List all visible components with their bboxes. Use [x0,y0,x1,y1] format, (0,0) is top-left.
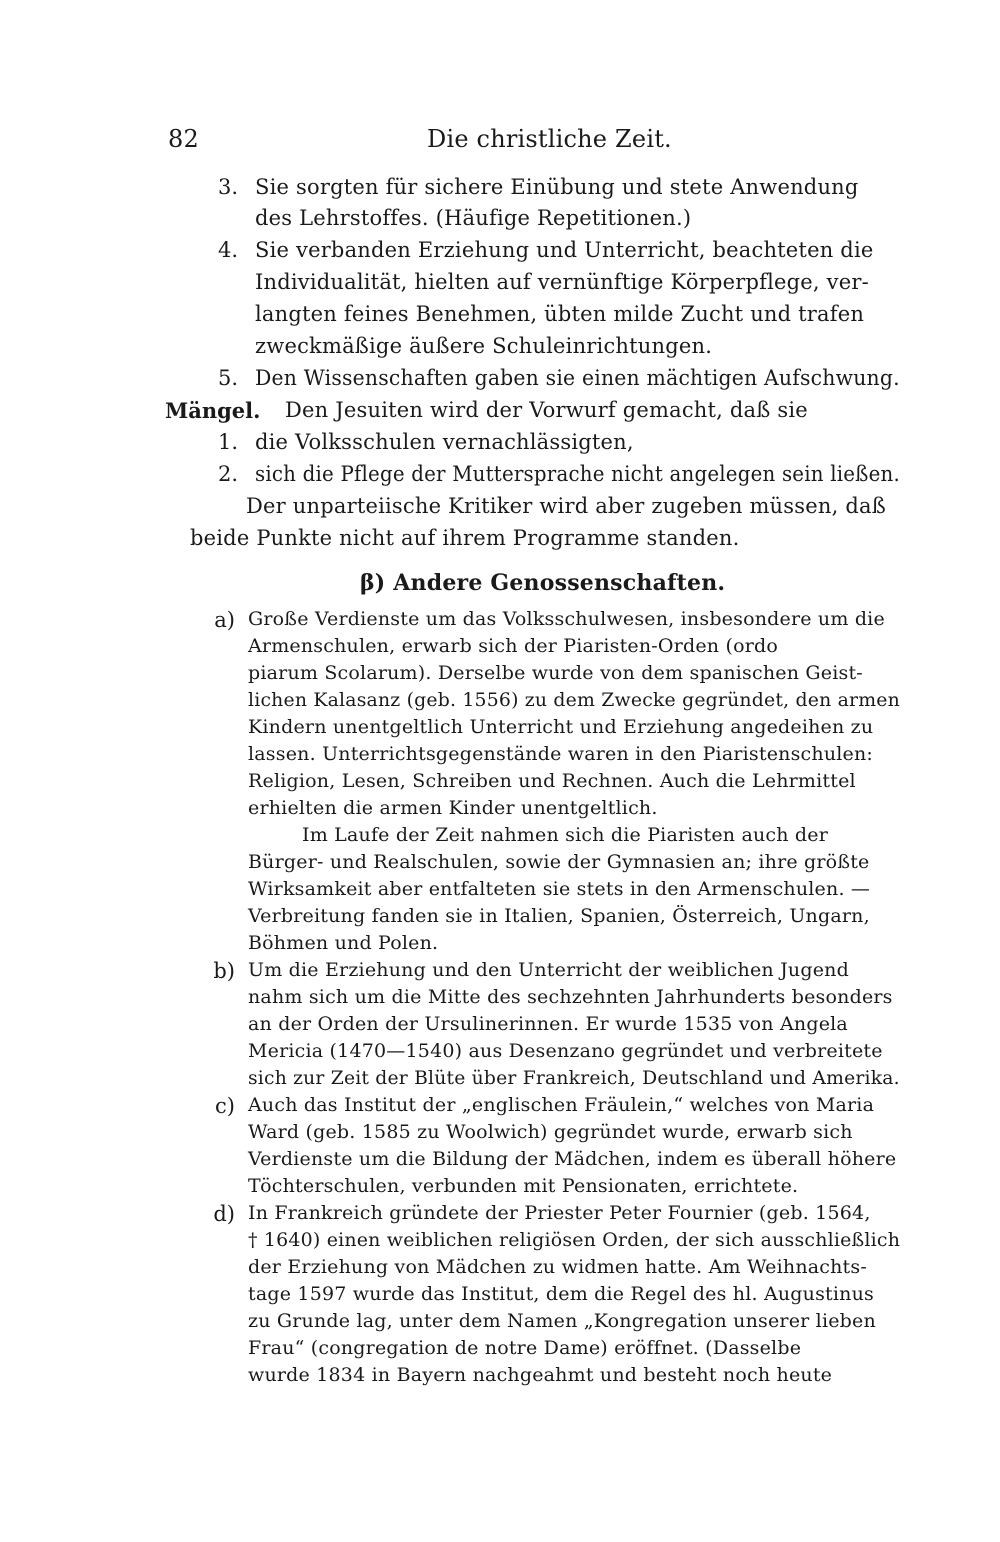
item-letter: a) [214,608,235,632]
item-line: Im Laufe der Zeit nahmen sich die Piaristen auch der [302,824,829,846]
item-line: Ward (geb. 1585 zu Woolwich) gegründet wurde, erwarb sich [248,1121,853,1143]
list-item-line: des Lehrstoffes. (Häufige Repetitionen.) [255,206,692,230]
item-line: Religion, Lesen, Schreiben und Rechnen. Auch die Lehrmittel [248,770,856,792]
item-line: zu Grunde lag, unter dem Namen „Kongregation unserer lieben [248,1310,876,1332]
list-number: 5. [217,366,238,390]
running-title: Die christliche Zeit. [427,125,672,153]
item-line: tage 1597 wurde das Institut, dem die Regel des hl. Augustinus [248,1283,874,1305]
item-line: Töchterschulen, verbunden mit Pensionaten, errichtete. [248,1175,799,1197]
item-line: † 1640) einen weiblichen religiösen Orden, der sich ausschließlich [248,1229,901,1251]
item-line: In Frankreich gründete der Priester Peter Fournier (geb. 1564, [248,1202,871,1224]
list-item-line: Sie verbanden Erziehung und Unterricht, beachteten die [255,238,874,262]
item-line: Verdienste um die Bildung der Mädchen, indem es überall höhere [248,1148,897,1170]
item-line: Wirksamkeit aber entfalteten sie stets in den Armenschulen. — [248,878,871,900]
item-letter: c) [215,1094,235,1118]
item-line: erhielten die armen Kinder unentgeltlich. [248,797,658,819]
item-line: lichen Kalasanz (geb. 1556) zu dem Zwecke gegründet, den armen [248,689,900,711]
list-item-line: Den Wissenschaften gaben sie einen mächtigen Aufschwung. [255,366,900,390]
item-line: Auch das Institut der „englischen Fräulein,“ welches von Maria [248,1094,875,1116]
item-line: Verbreitung fanden sie in Italien, Spanien, Österreich, Ungarn, [248,905,870,927]
item-line: Um die Erziehung und den Unterricht der weiblichen Jugend [248,959,849,981]
list-item-line: Individualität, hielten auf vernünftige Körperpflege, ver- [255,270,869,294]
list-item-line: sich die Pflege der Muttersprache nicht angelegen sein ließen. [255,462,900,486]
item-line: Große Verdienste um das Volksschulwesen, insbesondere um die [248,608,885,630]
item-line: sich zur Zeit der Blüte über Frankreich, Deutschland und Amerika. [248,1067,900,1089]
item-line: Böhmen und Polen. [248,932,439,954]
item-line: der Erziehung von Mädchen zu widmen hatte. Am Weihnachts- [248,1256,867,1278]
list-item-line: die Volksschulen vernachlässigten, [255,430,634,454]
margin-label-maengel: Mängel. [165,398,261,423]
item-line: Kindern unentgeltlich Unterricht und Erziehung angedeihen zu [248,716,874,738]
item-line: Armenschulen, erwarb sich der Piaristen-Orden (ordo [248,635,778,657]
item-letter: b) [213,959,235,983]
item-line: an der Orden der Ursulinerinnen. Er wurde 1535 von Angela [248,1013,848,1035]
item-line: wurde 1834 in Bayern nachgeahmt und besteht noch heute [248,1364,833,1386]
item-line: Bürger- und Realschulen, sowie der Gymnasien an; ihre größte [248,851,870,873]
list-item-line: Sie sorgten für sichere Einübung und stete Anwendung [255,175,859,199]
list-number: 1. [217,430,238,454]
item-line: nahm sich um die Mitte des sechzehnten Jahrhunderts besonders [248,986,893,1008]
maengel-intro: Den Jesuiten wird der Vorwurf gemacht, daß sie [285,398,808,422]
item-line: lassen. Unterrichtsgegenstände waren in den Piaristenschulen: [248,743,874,765]
paragraph-line: Der unparteiische Kritiker wird aber zugeben müssen, daß [246,494,886,518]
list-item-line: zweckmäßige äußere Schuleinrichtungen. [255,334,713,358]
item-line: Mericia (1470—1540) aus Desenzano gegründet und verbreitete [248,1040,883,1062]
paragraph-line: beide Punkte nicht auf ihrem Programme standen. [190,526,740,550]
list-number: 2. [217,462,238,486]
list-number: 4. [217,238,238,262]
list-item-line: langten feines Benehmen, übten milde Zucht und trafen [255,302,865,326]
item-letter: d) [213,1202,235,1226]
list-number: 3. [217,175,238,199]
page-number: 82 [168,125,199,153]
item-line: piarum Scolarum). Derselbe wurde von dem spanischen Geist- [248,662,863,684]
item-line: Frau“ (congregation de notre Dame) eröffnet. (Dasselbe [248,1337,802,1359]
section-heading: β) Andere Genossenschaften. [360,570,726,596]
